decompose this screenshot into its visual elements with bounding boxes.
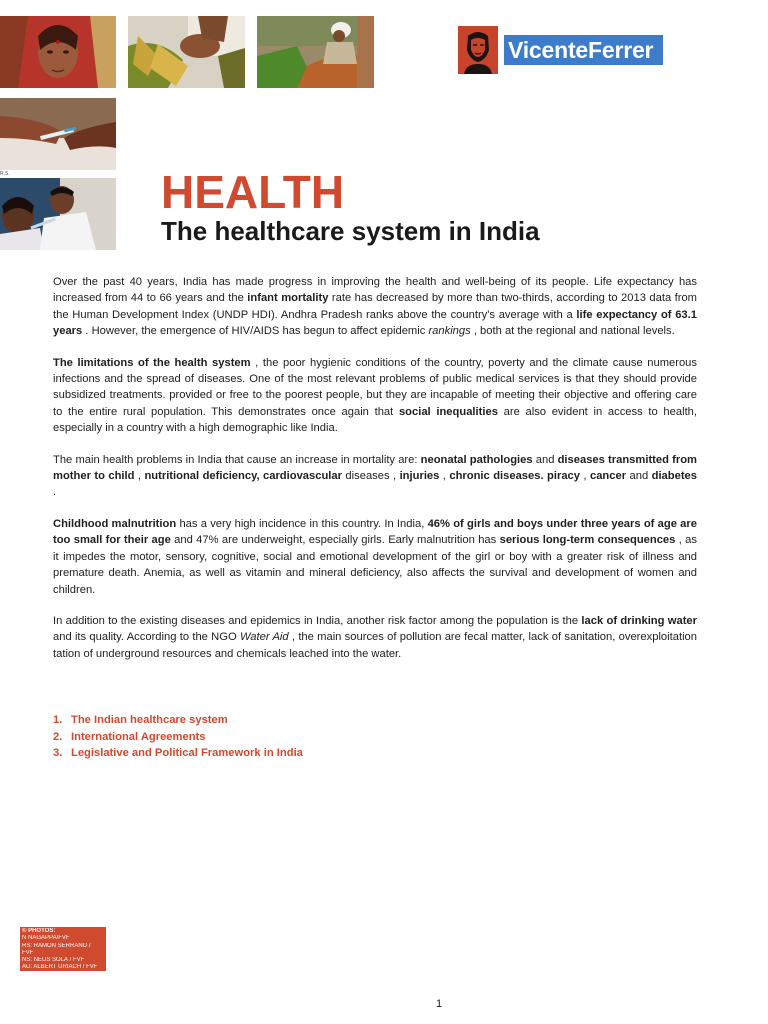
section-links: [53, 712, 303, 762]
paragraph-text: ,: [134, 470, 145, 483]
paragraph-text: rate has decreased by more than two-thirds, according to 2013 data from the Human Development Index (UNDP HDI). Andhra Pradesh ranks above the country's average with a: [53, 292, 697, 321]
paragraph-text: diseases ,: [342, 470, 400, 483]
italic-text: Water Aid: [239, 631, 289, 644]
vicente-ferrer-logo: [458, 26, 663, 74]
paragraph-text: and 47% are underweight, especially girls. Early malnutrition has: [170, 534, 500, 547]
italic-text: rankings: [428, 325, 471, 338]
paragraph-text: .: [53, 486, 57, 499]
section-link[interactable]: [53, 745, 303, 762]
link-label: Legislative and Political Framework in India: [71, 747, 303, 760]
bold-text: diabetes: [651, 470, 697, 483]
bold-text: injuries: [399, 470, 440, 483]
paragraph-text: ,: [580, 470, 590, 483]
bold-text: The limitations of the health system: [53, 356, 251, 369]
link-number: 3.: [53, 747, 63, 760]
photo-code: R.S.: [0, 171, 10, 177]
woman-working-photo: [257, 16, 374, 88]
article-body: [53, 274, 697, 677]
paragraph-text: and: [626, 470, 652, 483]
bold-text: diseases transmitted from mother to child: [53, 453, 697, 483]
portrait-logo-icon: [458, 26, 498, 74]
hands-harvest-photo: [128, 16, 245, 88]
paragraph: [53, 516, 697, 598]
credits-line: FVF: [22, 949, 34, 956]
credits-title: © PHOTOS:: [22, 928, 56, 934]
paragraph: [53, 355, 697, 437]
paragraph: [53, 274, 697, 340]
paragraph-text: , as it impedes the motor, sensory, cognitive, social and emotional development of the girl or boy with a greater risk of illness and premature death. Anemia, as well as vitamin and mineral deficiency, also affects the survival and development of women and children.: [53, 534, 697, 596]
bold-text: life expectancy of 63.1 years: [53, 308, 697, 338]
woman-portrait-photo: [0, 16, 116, 88]
page-heading: [161, 166, 540, 246]
section-link[interactable]: [53, 712, 303, 729]
paragraph-text: Over the past 40 years, India has made progress in improving the health and well-being of its people. Life expectancy has increased from 44 to 66 years and the: [53, 276, 697, 305]
paragraph-text: has a very high incidence in this country. In India,: [176, 517, 428, 530]
paragraph-text: and its quality. According to the NGO: [53, 631, 240, 644]
bold-text: serious long-term consequences: [499, 534, 676, 547]
bold-text: Childhood malnutrition: [53, 517, 177, 530]
syringe-hands-photo: [0, 98, 116, 170]
credits-line: AU: ALBERT URIACH / FVF: [22, 964, 98, 971]
bold-text: neonatal pathologies: [420, 453, 533, 466]
credits-line: RS: RAMÓN SERRANO /: [22, 942, 91, 949]
link-number: 2.: [53, 730, 63, 743]
paragraph-text: , both at the regional and national levels.: [470, 325, 675, 338]
paragraph-text: and: [532, 453, 558, 466]
paragraph-text: The main health problems in India that cause an increase in mortality are:: [53, 453, 421, 466]
child-doctor-photo: [0, 178, 116, 250]
logo-wordmark: VicenteFerrer: [504, 35, 663, 65]
bold-text: nutritional deficiency, cardiovascular: [144, 470, 342, 483]
credits-line: NS: NEUS SOLÀ / FVF: [22, 957, 85, 964]
bold-text: social inequalities: [398, 405, 498, 418]
section-link[interactable]: [53, 729, 303, 746]
link-label: The Indian healthcare system: [71, 714, 228, 726]
paragraph-text: In addition to the existing diseases and epidemics in India, another risk factor among the population is the: [53, 614, 582, 627]
paragraph-text: ,: [439, 470, 450, 483]
page-number: 1: [436, 998, 443, 1010]
paragraph-text: , the main sources of pollution are fecal matter, lack of sanitation, overexploitation tation of underground resources and chemicals leached into the water.: [53, 631, 697, 660]
bold-text: chronic diseases. piracy: [449, 470, 580, 483]
paragraph-text: are also evident in access to health, especially in a country with a high demographic like India.: [53, 405, 698, 435]
bold-text: cancer: [589, 470, 627, 483]
paragraph-text: . However, the emergence of HIV/AIDS has begun to affect epidemic: [82, 325, 429, 338]
paragraph: [53, 613, 697, 662]
link-label: International Agreements: [71, 730, 206, 743]
page-subtitle: The healthcare system in India: [161, 216, 540, 246]
credits-line: N NAGAPPA/FVF: [22, 935, 70, 942]
photo-credits: [20, 927, 106, 971]
bold-text: infant mortality: [247, 292, 329, 305]
bold-text: 46% of girls and boys under three years of age are too small for their age: [53, 517, 697, 547]
bold-text: lack of drinking water: [581, 614, 698, 627]
paragraph-text: , the poor hygienic conditions of the country, poverty and the climate cause numerous infections and the spread of diseases. One of the most relevant problems of public medical services is that they should provide subsidized treatments. provided or free to the poorest people, but they are incapable of meeting their objective and offering care to the entire rural population. This demonstrates once again that: [53, 356, 697, 418]
paragraph: [53, 452, 697, 501]
page-title: HEALTH: [161, 166, 345, 218]
link-number: 1.: [53, 714, 63, 726]
